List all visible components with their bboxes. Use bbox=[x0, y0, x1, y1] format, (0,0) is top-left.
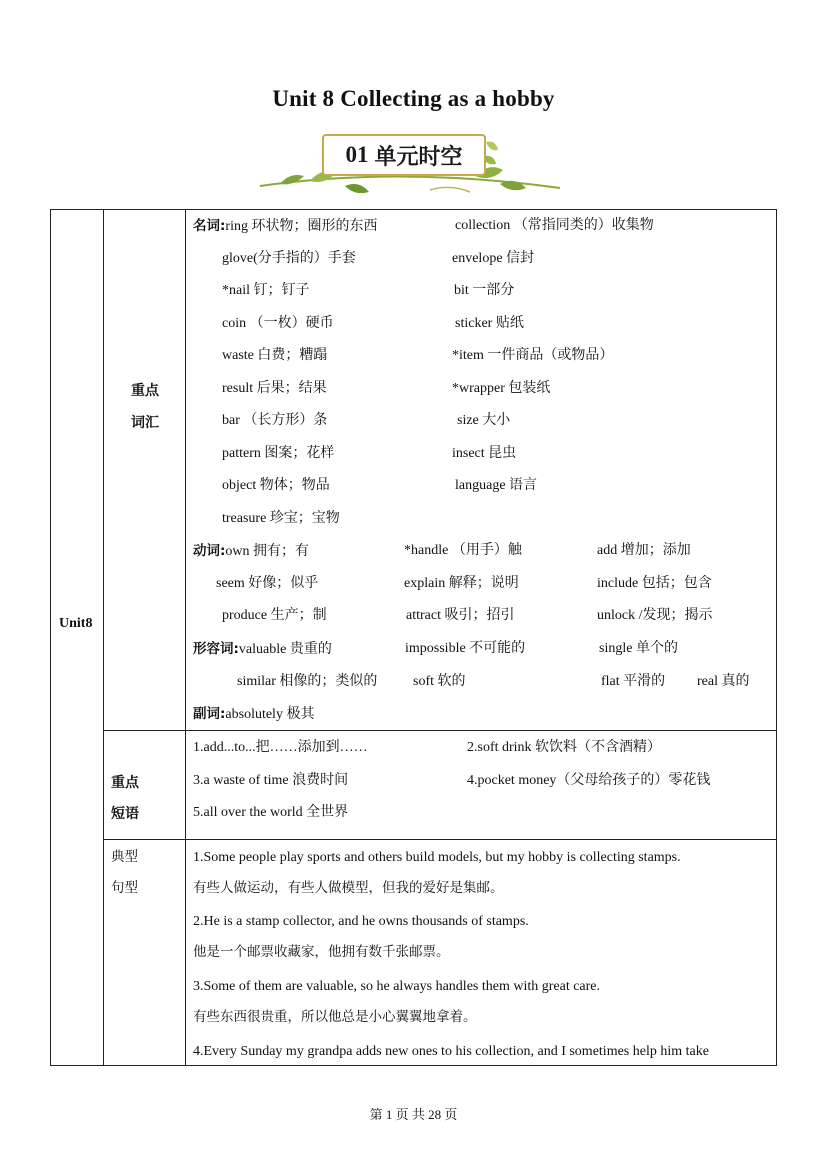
sentence-en: 1.Some people play sports and others build models, but my hobby is collecting stamps. bbox=[193, 850, 681, 865]
sentence-zh: 他是一个邮票收藏家，他拥有数千张邮票。 bbox=[193, 944, 450, 960]
vocab-item: glove(分手指的）手套 bbox=[222, 251, 356, 266]
vocab-item: sticker 贴纸 bbox=[455, 316, 524, 331]
verbs-prefix: 动词: bbox=[193, 543, 226, 559]
vocab-item: *item 一件商品（或物品） bbox=[452, 348, 614, 363]
phrase-item: 3.a waste of time 浪费时间 bbox=[193, 773, 349, 788]
vocab-item: unlock /发现；揭示 bbox=[597, 608, 713, 623]
banner-number: 01 bbox=[345, 142, 369, 167]
phrase-item: 4.pocket money（父母给孩子的）零花钱 bbox=[467, 773, 711, 788]
vocab-label: 词汇 bbox=[131, 415, 159, 431]
vocab-item: *wrapper 包装纸 bbox=[452, 381, 551, 396]
vocab-item: size 大小 bbox=[457, 413, 511, 428]
vocab-item: language 语言 bbox=[455, 478, 538, 493]
table-divider bbox=[103, 730, 776, 731]
phrase-item: 2.soft drink 软饮料（不含酒精） bbox=[467, 740, 662, 755]
vocab-item: include 包括；包含 bbox=[597, 576, 712, 591]
table-divider bbox=[185, 210, 186, 1065]
unit-banner bbox=[250, 126, 570, 204]
table-divider bbox=[103, 839, 776, 840]
sentence-en: 4.Every Sunday my grandpa adds new ones to his collection, and I sometimes help him take bbox=[193, 1044, 709, 1059]
vocab-item: *handle （用手）触 bbox=[404, 543, 522, 558]
vocab-item: seem 好像；似乎 bbox=[216, 576, 319, 591]
vocab-item: envelope 信封 bbox=[452, 251, 535, 266]
sentence-zh: 有些人做运动，有些人做模型，但我的爱好是集邮。 bbox=[193, 880, 504, 896]
sentence-zh: 有些东西很贵重，所以他总是小心翼翼地拿着。 bbox=[193, 1009, 477, 1025]
phrase-item: 1.add...to...把……添加到…… bbox=[193, 740, 368, 755]
banner-label: 单元时空 bbox=[374, 144, 463, 170]
sentence-en: 3.Some of them are valuable, so he always handles them with great care. bbox=[193, 979, 601, 994]
vocab-item: similar 相像的；类似的 bbox=[237, 674, 378, 689]
vocab-item: treasure 珍宝；宝物 bbox=[222, 511, 340, 526]
vocab-item: *nail 钉；钉子 bbox=[222, 283, 310, 298]
vocab-item: bar （长方形）条 bbox=[222, 413, 328, 428]
nouns-prefix: 名词: bbox=[193, 218, 226, 234]
table-divider bbox=[103, 210, 104, 1065]
sentence-en: 2.He is a stamp collector, and he owns thousands of stamps. bbox=[193, 914, 529, 929]
vocab-item: pattern 图案；花样 bbox=[222, 446, 335, 461]
vocab-item: add 增加；添加 bbox=[597, 543, 691, 558]
vocab-item: own 拥有；有 bbox=[225, 544, 310, 559]
page-title: Unit 8 Collecting as a hobby bbox=[272, 86, 555, 111]
vocab-item: ring 环状物；圈形的东西 bbox=[225, 219, 378, 234]
sentences-label: 句型 bbox=[111, 880, 138, 896]
vocab-item: flat 平滑的 bbox=[601, 674, 666, 689]
unit-label: Unit8 bbox=[59, 616, 93, 631]
vocab-row bbox=[193, 542, 309, 561]
adv-prefix: 副词: bbox=[193, 706, 226, 722]
vocab-item: absolutely 极其 bbox=[225, 707, 315, 722]
vocab-item: real 真的 bbox=[697, 674, 750, 689]
vocab-item: produce 生产；制 bbox=[222, 608, 327, 623]
phrases-label: 重点 bbox=[111, 775, 139, 791]
vocab-item: object 物体；物品 bbox=[222, 478, 330, 493]
vocab-item: bit 一部分 bbox=[454, 283, 515, 298]
vocab-item: valuable 贵重的 bbox=[238, 642, 332, 657]
vocab-item: result 后果；结果 bbox=[222, 381, 327, 396]
vocab-row bbox=[193, 640, 332, 659]
content-table bbox=[50, 209, 777, 1066]
vocab-item: single 单个的 bbox=[599, 641, 678, 656]
vocab-row bbox=[193, 705, 314, 724]
vocab-item: insect 昆虫 bbox=[452, 446, 517, 461]
vocab-item: attract 吸引；招引 bbox=[406, 608, 515, 623]
vocab-row bbox=[193, 217, 377, 236]
vocab-item: collection （常指同类的）收集物 bbox=[455, 218, 654, 233]
banner-label-box bbox=[322, 134, 486, 176]
phrase-item: 5.all over the world 全世界 bbox=[193, 805, 349, 820]
page-footer: 第 1 页 共 28 页 bbox=[369, 1107, 458, 1122]
vocab-item: impossible 不可能的 bbox=[405, 641, 526, 656]
phrases-label: 短语 bbox=[111, 806, 139, 822]
sentences-label: 典型 bbox=[111, 849, 138, 865]
vocab-item: coin （一枚）硬币 bbox=[222, 316, 334, 331]
vocab-item: waste 白费；糟蹋 bbox=[222, 348, 328, 363]
vocab-item: explain 解释；说明 bbox=[404, 576, 519, 591]
adj-prefix: 形容词: bbox=[193, 641, 239, 657]
vocab-label: 重点 bbox=[131, 383, 159, 399]
vocab-item: soft 软的 bbox=[413, 674, 466, 689]
